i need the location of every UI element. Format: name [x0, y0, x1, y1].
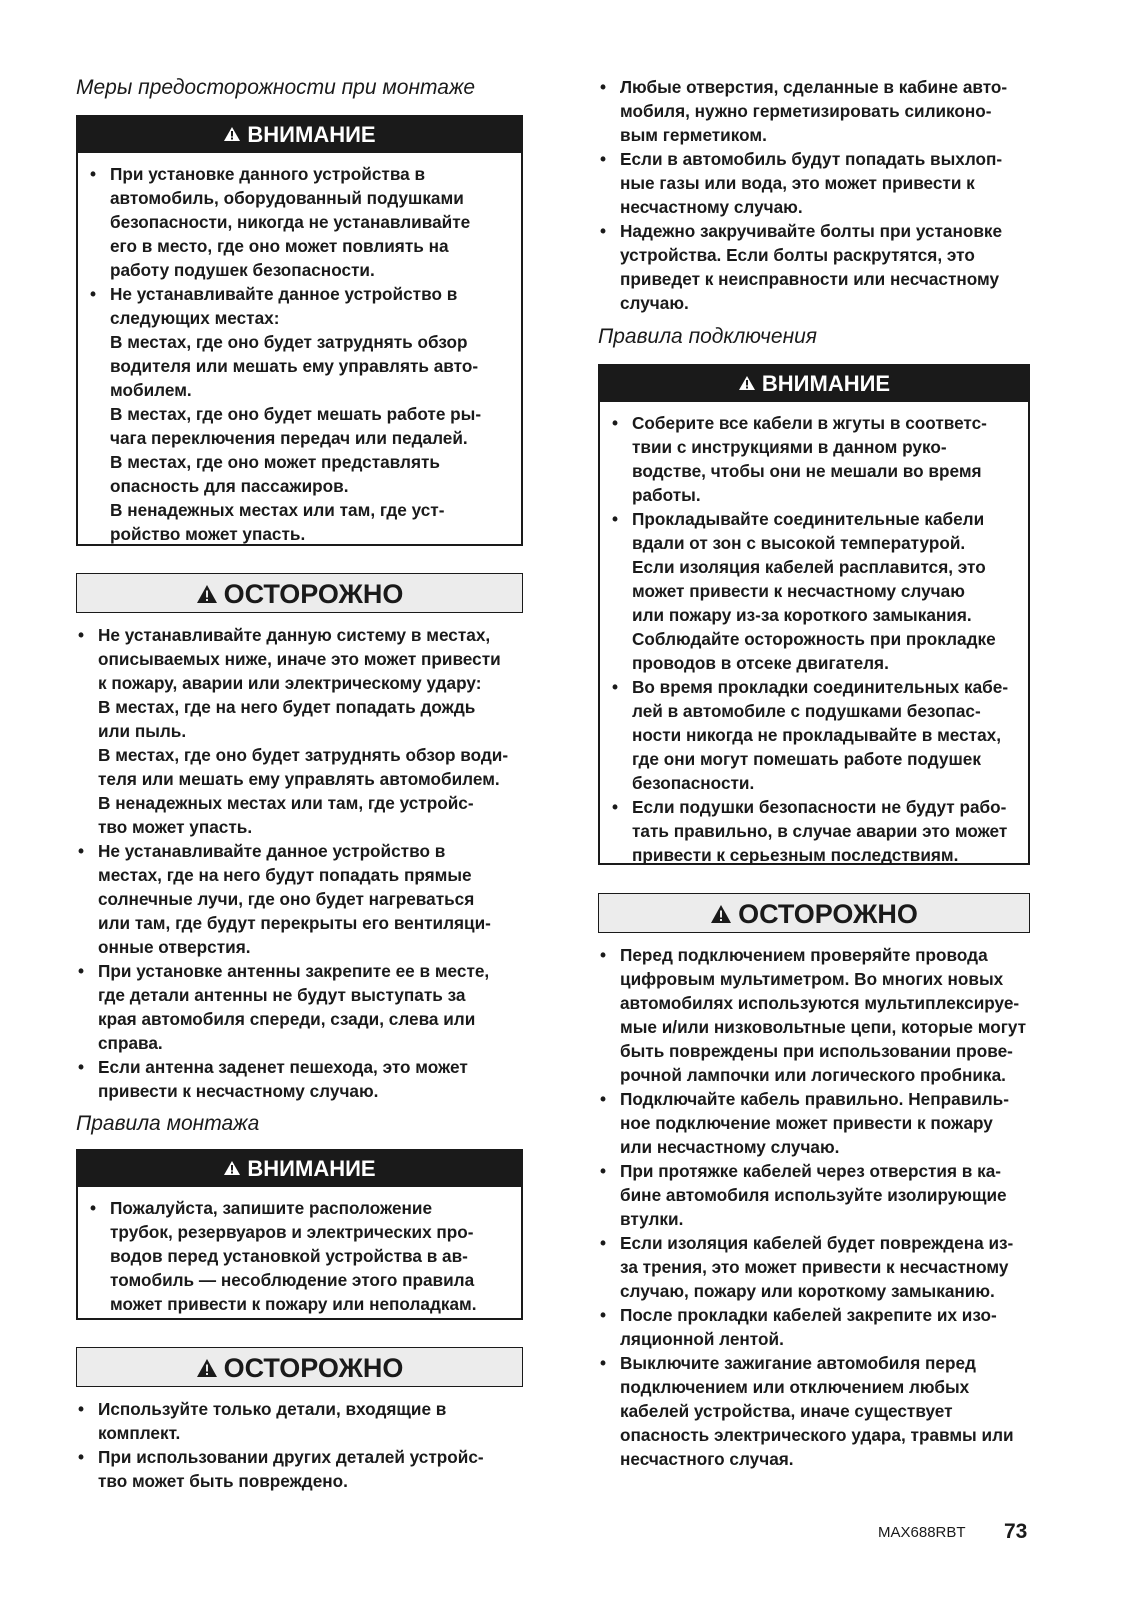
- section-title-connection-rules: Правила подключения: [598, 325, 818, 348]
- warning-box-mounting: [76, 1149, 523, 1320]
- bullet-item: [88, 282, 511, 546]
- bullet-item-line: тво может упасть.: [98, 817, 253, 837]
- bullet-item-line: ройство может упасть.: [110, 524, 306, 544]
- warning-header-label: ВНИМАНИЕ: [247, 122, 376, 147]
- footer-page-number: 73: [1004, 1520, 1028, 1543]
- bullet-item-line: • Используйте только детали, входящие в: [98, 1399, 447, 1419]
- bullet-item: [76, 623, 523, 839]
- bullet-item: [76, 839, 523, 959]
- bullet-item-line: рочной лампочки или логического пробника.: [620, 1065, 1006, 1085]
- bullet-item-line: или пыль.: [98, 721, 187, 741]
- warning-header-label: ВНИМАНИЕ: [247, 1156, 376, 1181]
- caution-header-label: ОСТОРОЖНО: [738, 899, 918, 929]
- bullet-item-line: или там, где будут перекрыты его вентиляци-: [98, 913, 491, 933]
- bullet-item-line: В местах, где на него будет попадать дождь: [98, 697, 476, 717]
- bullet-item-line: комплект.: [98, 1423, 181, 1443]
- bullet-item-line: где они могут помешать работе подушек: [632, 749, 981, 769]
- bullet-item-line: опасность электрического удара, травмы или: [620, 1425, 1014, 1445]
- bullet-item-line: местах, где на него будут попадать прямые: [98, 865, 472, 885]
- caution-header-label: ОСТОРОЖНО: [223, 579, 404, 609]
- bullet-item-line: • Любые отверстия, сделанные в кабине авто-: [620, 77, 1008, 97]
- bullet-item-line: • Если в автомобиль будут попадать выхлоп-: [620, 149, 1003, 169]
- continued-item-group: [598, 65, 1056, 315]
- bullet-item-line: • Не устанавливайте данное устройство в: [98, 841, 446, 861]
- bullet-item-line: водов перед установкой устройства в ав-: [110, 1246, 468, 1266]
- warning-item-list: [78, 1187, 521, 1316]
- bullet-item-line: В местах, где оно будет затруднять обзор: [110, 332, 468, 352]
- bullet-item-line: • Перед подключением проверяйте провода: [620, 945, 988, 965]
- bullet-item-line: проводов в отсеке двигателя.: [632, 653, 889, 673]
- bullet-item-line: автомобилях используются мультиплексируе-: [620, 993, 1020, 1013]
- bullet-item-line: где детали антенны не будут выступать за: [98, 985, 466, 1005]
- bullet-item-line: привести к серьезным последствиям.: [632, 845, 959, 865]
- bullet-item: [610, 795, 1018, 867]
- bullet-item: [598, 943, 1030, 1087]
- bullet-item-line: кабелей устройства, иначе существует: [620, 1401, 953, 1421]
- bullet-item-line: его в место, где оно может повлиять на: [110, 236, 449, 256]
- bullet-item: [76, 1397, 523, 1445]
- caution-item-list: [76, 613, 523, 1103]
- caution-header: [598, 893, 1030, 933]
- warning-triangle-icon: [223, 126, 241, 142]
- warning-triangle-icon: [738, 375, 756, 391]
- bullet-item-line: или пожару из-за короткого замыкания.: [632, 605, 972, 625]
- warning-header-label: ВНИМАНИЕ: [761, 371, 891, 396]
- bullet-item-line: • При протяжке кабелей через отверстия в ка-: [620, 1161, 1002, 1181]
- bullet-item: [88, 1196, 511, 1316]
- bullet-item-line: лей в автомобиле с подушками безопас-: [632, 701, 981, 721]
- bullet-item-line: безопасности, никогда не устанавливайте: [110, 212, 471, 232]
- bullet-item-line: опасность для пассажиров.: [110, 476, 349, 496]
- bullet-item-line: случаю, пожару или короткому замыканию.: [620, 1281, 995, 1301]
- bullet-item-line: мобилем.: [110, 380, 192, 400]
- bullet-item: [610, 411, 1018, 507]
- bullet-item-line: • Во время прокладки соединительных кабе-: [632, 677, 1009, 697]
- bullet-item-line: ности никогда не прокладывайте в местах,: [632, 725, 1001, 745]
- bullet-item-line: • Выключите зажигание автомобиля перед: [620, 1353, 976, 1373]
- bullet-item-line: • После прокладки кабелей закрепите их изо-: [620, 1305, 997, 1325]
- bullet-item: [76, 1055, 523, 1103]
- bullet-item-line: • Не устанавливайте данную систему в местах,: [98, 625, 491, 645]
- caution-triangle-icon: [196, 1358, 218, 1378]
- bullet-item: [598, 219, 1056, 315]
- bullet-item-line: теля или мешать ему управлять автомобилем.: [98, 769, 500, 789]
- bullet-item-line: онные отверстия.: [98, 937, 251, 957]
- bullet-item-line: может привести к несчастному случаю: [632, 581, 965, 601]
- bullet-item-line: к пожару, аварии или электрическому удару:: [98, 673, 482, 693]
- bullet-item-line: работу подушек безопасности.: [110, 260, 375, 280]
- bullet-item-line: • Соберите все кабели в жгуты в соответс-: [632, 413, 987, 433]
- warning-triangle-icon: [223, 1160, 241, 1176]
- bullet-item-line: • Не устанавливайте данное устройство в: [110, 284, 458, 304]
- bullet-item: [610, 675, 1018, 795]
- bullet-item-line: тать правильно, в случае аварии это может: [632, 821, 1008, 841]
- bullet-item-line: мые и/или низковольтные цепи, которые могут: [620, 1017, 1027, 1037]
- warning-header: [78, 1151, 521, 1187]
- bullet-item-line: • Прокладывайте соединительные кабели: [632, 509, 985, 529]
- bullet-item-line: • Если изоляция кабелей будет повреждена из-: [620, 1233, 1014, 1253]
- bullet-item-line: В ненадежных местах или там, где уст-: [110, 500, 445, 520]
- bullet-item-line: водителя или мешать ему управлять авто-: [110, 356, 479, 376]
- bullet-item: [76, 959, 523, 1055]
- bullet-item-line: за трения, это может привести к несчастному: [620, 1257, 1009, 1277]
- bullet-item-line: автомобиль, оборудованный подушками: [110, 188, 464, 208]
- footer-model-number: MAX688RBT: [878, 1524, 966, 1541]
- caution-triangle-icon: [710, 904, 732, 924]
- warning-item-list: [600, 402, 1028, 867]
- bullet-item-line: следующих местах:: [110, 308, 280, 328]
- warning-box-installation: [76, 115, 523, 546]
- bullet-item-line: описываемых ниже, иначе это может привести: [98, 649, 501, 669]
- bullet-item-line: • Если антенна заденет пешехода, это может: [98, 1057, 468, 1077]
- bullet-item-line: чага переключения передач или педалей.: [110, 428, 468, 448]
- bullet-item-line: цифровым мультиметром. Во многих новых: [620, 969, 1004, 989]
- section-title-installation-precautions: Меры предосторожности при монтаже: [76, 76, 476, 99]
- bullet-item-line: В местах, где оно может представлять: [110, 452, 440, 472]
- bullet-item-line: • Надежно закручивайте болты при установке: [620, 221, 1003, 241]
- section-title-mounting-rules: Правила монтажа: [76, 1112, 260, 1135]
- bullet-item: [598, 75, 1056, 147]
- warning-item-list: [78, 153, 521, 546]
- warning-header: [600, 366, 1028, 402]
- bullet-item-line: солнечные лучи, где оно будет нагреваться: [98, 889, 475, 909]
- bullet-item-line: несчастному случаю.: [620, 197, 803, 217]
- bullet-item-line: подключением или отключением любых: [620, 1377, 970, 1397]
- bullet-item-line: • При установке антенны закрепите ее в месте,: [98, 961, 490, 981]
- bullet-item: [598, 147, 1056, 219]
- bullet-item-line: втулки.: [620, 1209, 684, 1229]
- bullet-item-line: мобиля, нужно герметизировать силиконо-: [620, 101, 992, 121]
- bullet-item: [598, 1231, 1030, 1303]
- bullet-item-line: случаю.: [620, 293, 689, 313]
- bullet-item-line: твии с инструкциями в данном руко-: [632, 437, 947, 457]
- caution-item-list: [76, 1387, 523, 1493]
- continued-item-list: [598, 65, 1056, 315]
- bullet-item-line: В местах, где оно будет мешать работе ры-: [110, 404, 482, 424]
- bullet-item-line: В местах, где оно будет затруднять обзор води-: [98, 745, 509, 765]
- bullet-item-line: или несчастному случаю.: [620, 1137, 840, 1157]
- bullet-item-line: вым герметиком.: [620, 125, 767, 145]
- bullet-item-line: водстве, чтобы они не мешали во время: [632, 461, 982, 481]
- bullet-item: [598, 1351, 1030, 1471]
- bullet-item-line: вдали от зон с высокой температурой.: [632, 533, 966, 553]
- bullet-item-line: справа.: [98, 1033, 163, 1053]
- bullet-item-line: • Пожалуйста, запишите расположение: [110, 1198, 433, 1218]
- bullet-item-line: • При использовании других деталей устройс-: [98, 1447, 484, 1467]
- bullet-item-line: безопасности.: [632, 773, 755, 793]
- bullet-item-line: • Подключайте кабель правильно. Неправиль-: [620, 1089, 1009, 1109]
- bullet-item-line: В ненадежных местах или там, где устройс-: [98, 793, 474, 813]
- bullet-item: [598, 1087, 1030, 1159]
- bullet-item: [598, 1159, 1030, 1231]
- caution-box-connection: [598, 893, 1030, 1471]
- bullet-item-line: трубок, резервуаров и электрических про-: [110, 1222, 474, 1242]
- bullet-item-line: бине автомобиля используйте изолирующие: [620, 1185, 1007, 1205]
- caution-item-list: [598, 933, 1030, 1471]
- bullet-item-line: устройства. Если болты раскрутятся, это: [620, 245, 975, 265]
- bullet-item-line: тво может быть повреждено.: [98, 1471, 348, 1491]
- bullet-item-line: ное подключение может привести к пожару: [620, 1113, 993, 1133]
- bullet-item: [610, 507, 1018, 675]
- bullet-item: [88, 162, 511, 282]
- caution-box-mounting: [76, 1347, 523, 1493]
- bullet-item-line: может привести к пожару или неполадкам.: [110, 1294, 477, 1314]
- bullet-item-line: • Если подушки безопасности не будут рабо-: [632, 797, 1007, 817]
- caution-box-installation: [76, 573, 523, 1103]
- caution-header-label: ОСТОРОЖНО: [223, 1353, 404, 1383]
- bullet-item-line: работы.: [632, 485, 701, 505]
- bullet-item: [76, 1445, 523, 1493]
- caution-header: [76, 1347, 523, 1387]
- bullet-item-line: привести к несчастному случаю.: [98, 1081, 379, 1101]
- bullet-item-line: края автомобиля спереди, сзади, слева или: [98, 1009, 476, 1029]
- warning-header: [78, 117, 521, 153]
- bullet-item-line: быть повреждены при использовании прове-: [620, 1041, 1013, 1061]
- bullet-item-line: несчастного случая.: [620, 1449, 794, 1469]
- bullet-item-line: Если изоляция кабелей расплавится, это: [632, 557, 986, 577]
- bullet-item: [598, 1303, 1030, 1351]
- bullet-item-line: томобиль — несоблюдение этого правила: [110, 1270, 475, 1290]
- bullet-item-line: ные газы или вода, это может привести к: [620, 173, 975, 193]
- bullet-item-line: Соблюдайте осторожность при прокладке: [632, 629, 996, 649]
- caution-triangle-icon: [196, 584, 218, 604]
- warning-box-connection: [598, 364, 1030, 865]
- bullet-item-line: • При установке данного устройства в: [110, 164, 426, 184]
- bullet-item-line: ляционной лентой.: [620, 1329, 784, 1349]
- bullet-item-line: приведет к неисправности или несчастному: [620, 269, 1000, 289]
- caution-header: [76, 573, 523, 613]
